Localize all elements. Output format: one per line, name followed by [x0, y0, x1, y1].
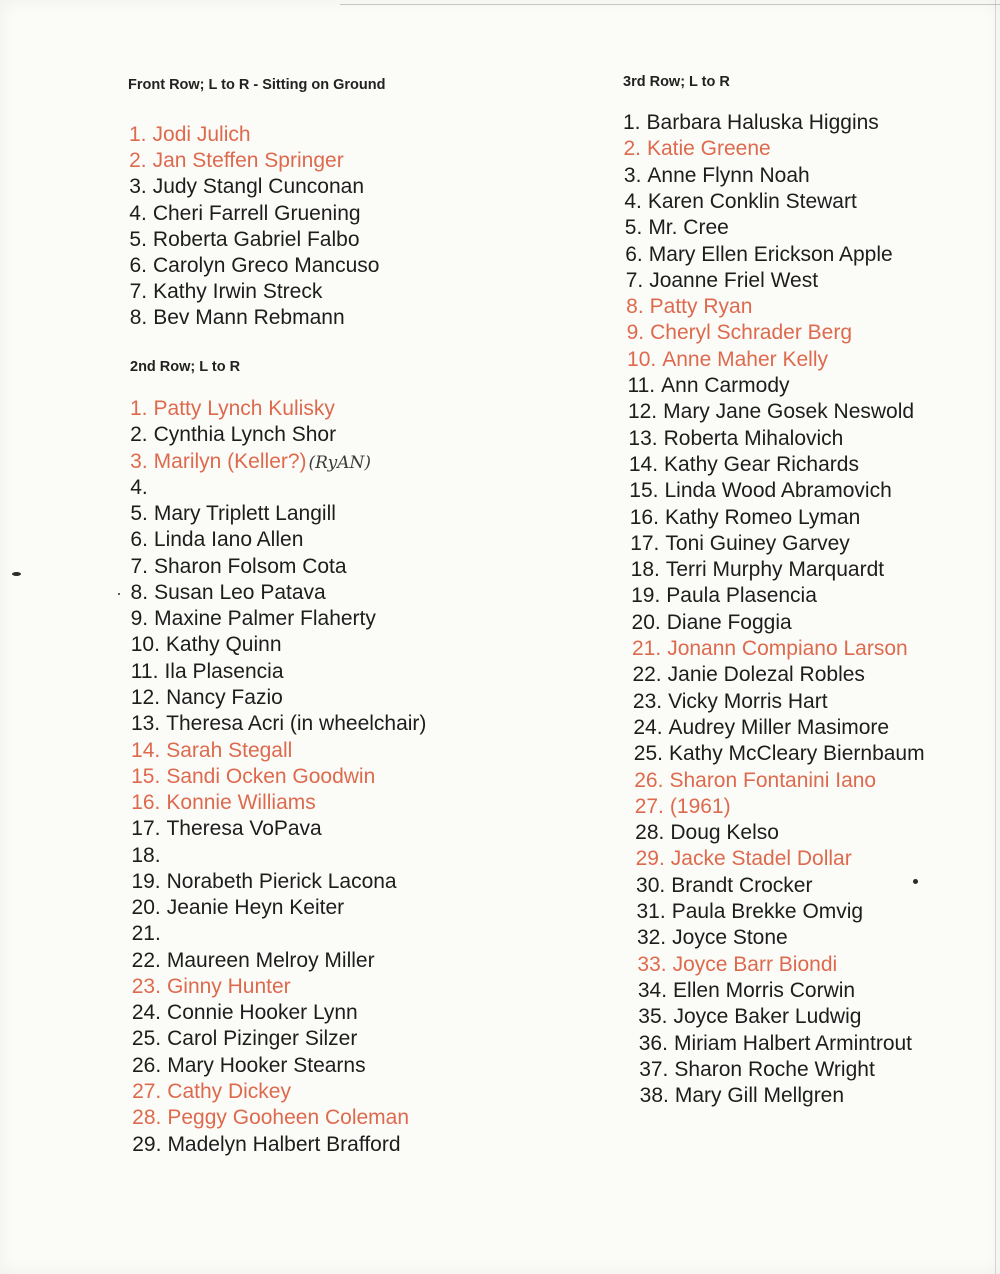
entry-number: 4. — [130, 475, 148, 499]
person-name: Carol Pizinger Silzer — [167, 1027, 358, 1051]
name-list-item — [625, 242, 892, 268]
name-list-item — [636, 846, 852, 872]
name-list-item — [626, 294, 752, 320]
entry-number: 27. — [132, 1080, 162, 1104]
person-name: Barbara Haluska Higgins — [646, 111, 879, 134]
person-name: Janie Dolezal Robles — [667, 663, 865, 687]
person-name: Connie Hooker Lynn — [167, 1001, 358, 1025]
name-list-item — [629, 478, 891, 504]
person-name: Sandi Ocken Goodwin — [166, 764, 376, 788]
person-name: Ila Plasencia — [164, 659, 284, 683]
name-list-item — [634, 741, 925, 767]
person-name: Sharon Folsom Cota — [153, 554, 347, 578]
person-name: Kathy Irwin Streck — [153, 280, 323, 304]
name-list-item — [639, 1057, 875, 1083]
entry-number: 8. — [129, 306, 148, 330]
person-name: Linda Iano Allen — [153, 528, 304, 552]
name-list-item — [633, 715, 889, 741]
person-name: Kathy Romeo Lyman — [664, 505, 861, 529]
person-name: Diane Foggia — [666, 610, 792, 634]
person-name: Roberta Mihalovich — [663, 426, 844, 450]
name-list-item — [628, 373, 790, 399]
person-name: Brandt Crocker — [671, 873, 813, 897]
person-name: Cheryl Schrader Berg — [650, 321, 853, 345]
name-list-item — [130, 449, 371, 476]
entry-number: 28. — [635, 821, 665, 845]
entry-number: 2. — [623, 137, 641, 161]
name-list-item — [626, 268, 818, 294]
person-name: Peggy Gooheen Coleman — [167, 1106, 410, 1130]
name-list-item — [640, 1083, 844, 1109]
entry-number: 29. — [635, 847, 665, 871]
entry-number: 13. — [130, 712, 161, 736]
name-list-item — [637, 925, 788, 951]
name-list-item — [634, 768, 876, 794]
name-list-item — [131, 632, 282, 658]
name-list-item — [623, 110, 879, 136]
entry-number: 9. — [626, 321, 645, 345]
name-list-item — [129, 227, 359, 253]
name-list-item — [624, 163, 810, 189]
person-name: Sharon Fontanini Iano — [669, 768, 877, 792]
entry-number: 23. — [632, 689, 663, 713]
name-list-item — [130, 253, 380, 279]
name-list-item — [132, 1132, 400, 1158]
entry-number: 11. — [627, 374, 656, 397]
name-list-item — [132, 1079, 291, 1105]
entry-number: 6. — [129, 254, 148, 277]
entry-number: 16. — [629, 505, 659, 529]
entry-number: 13. — [628, 426, 658, 450]
entry-number: 24. — [633, 715, 663, 739]
name-list-item — [628, 399, 914, 425]
name-list-item — [627, 320, 852, 346]
person-name: Ginny Hunter — [166, 974, 291, 998]
name-list-item — [129, 174, 364, 200]
name-list-item — [131, 764, 375, 790]
name-list-item — [629, 452, 859, 478]
entry-number: 1. — [130, 397, 148, 420]
entry-number: 1. — [129, 123, 147, 146]
name-list-item — [130, 501, 336, 527]
scan-edge-line — [340, 4, 1000, 5]
person-name: Carolyn Greco Mancuso — [153, 254, 380, 277]
entry-number: 34. — [637, 978, 668, 1002]
person-name: Patty Lynch Kulisky — [153, 397, 335, 420]
person-name: Jonann Compiano Larson — [667, 637, 908, 660]
entry-number: 28. — [132, 1106, 162, 1130]
name-list-item — [132, 895, 345, 921]
person-name: Madelyn Halbert Brafford — [167, 1132, 401, 1156]
entry-number: 5. — [624, 216, 643, 240]
entry-number: 33. — [637, 952, 667, 976]
person-name: Mr. Cree — [648, 216, 729, 240]
name-list-item — [635, 794, 731, 820]
person-name: Bev Mann Rebmann — [153, 306, 345, 330]
person-name: Jacke Stadel Dollar — [670, 847, 852, 871]
entry-number: 9. — [130, 607, 149, 631]
entry-number: 8. — [130, 580, 149, 604]
name-list-item — [131, 685, 283, 711]
person-name: Cathy Dickey — [167, 1080, 291, 1104]
name-list-item — [638, 978, 855, 1004]
name-list-item — [131, 580, 326, 606]
name-list-item — [130, 305, 345, 331]
person-name: Karen Conklin Stewart — [647, 189, 857, 213]
entry-number: 11. — [130, 659, 159, 683]
name-list-item — [131, 711, 426, 737]
entry-number: 2. — [130, 423, 148, 447]
name-list-item — [624, 189, 856, 215]
entry-number: 17. — [630, 531, 660, 555]
entry-number: 15. — [131, 764, 161, 788]
person-name: Kathy Gear Richards — [664, 452, 859, 476]
name-list-item — [132, 1105, 409, 1131]
entry-number: 14. — [628, 452, 659, 476]
name-list-item — [131, 738, 292, 764]
entry-number: 21. — [632, 637, 662, 660]
entry-number: 6. — [130, 528, 148, 552]
name-list-item — [132, 1000, 358, 1026]
person-name: Susan Leo Patava — [154, 580, 326, 604]
entry-number: 3. — [129, 175, 147, 199]
entry-number: 27. — [634, 794, 664, 818]
entry-number: 20. — [131, 896, 161, 920]
entry-number: 7. — [129, 280, 148, 304]
entry-number: 26. — [132, 1053, 162, 1077]
person-name: Cheri Farrell Gruening — [152, 201, 361, 225]
name-list-item — [130, 422, 336, 448]
entry-number: 16. — [131, 791, 161, 815]
name-list-item — [631, 583, 817, 609]
name-list-item — [130, 527, 303, 553]
name-list-item — [131, 816, 321, 842]
entry-number: 30. — [636, 873, 666, 897]
person-name: Joyce Stone — [672, 926, 788, 950]
person-name: Theresa Acri (in wheelchair) — [166, 712, 427, 736]
entry-number: 17. — [131, 817, 161, 841]
entry-number: 19. — [131, 869, 161, 893]
entry-number: 21. — [131, 922, 161, 946]
person-name: Katie Greene — [646, 137, 771, 161]
person-name: Mary Gill Mellgren — [674, 1084, 845, 1108]
handwritten-note: (RyAN) — [308, 452, 372, 473]
person-name: (1961) — [669, 794, 731, 818]
section-heading: 3rd Row; L to R — [623, 74, 730, 90]
entry-number: 2. — [129, 149, 147, 173]
entry-number: 4. — [129, 201, 147, 225]
name-list-item — [630, 531, 850, 557]
entry-number: 14. — [131, 738, 161, 762]
person-name: Patty Ryan — [649, 295, 753, 319]
person-name: Ann Carmody — [661, 374, 790, 397]
person-name: Ellen Morris Corwin — [673, 978, 856, 1002]
entry-number: 24. — [131, 1001, 162, 1025]
entry-number: 25. — [131, 1027, 162, 1051]
person-name: Jodi Julich — [152, 123, 251, 146]
entry-number: 22. — [632, 663, 662, 687]
name-list-item — [129, 122, 251, 148]
section-heading: 2nd Row; L to R — [130, 359, 241, 375]
person-name: Cynthia Lynch Shor — [153, 423, 337, 447]
name-list-item — [630, 505, 861, 531]
entry-number: 38. — [639, 1084, 669, 1108]
entry-number: 22. — [131, 948, 161, 972]
name-list-item — [638, 1004, 861, 1030]
name-list-item — [132, 948, 375, 974]
name-list-item — [625, 215, 729, 241]
entry-number: 20. — [631, 610, 661, 634]
name-list-item — [130, 475, 154, 501]
person-name: Doug Kelso — [670, 821, 779, 845]
person-name: Maureen Melroy Miller — [166, 948, 375, 972]
name-list-item — [637, 899, 864, 925]
entry-number: 5. — [129, 227, 147, 251]
person-name: Jeanie Heyn Keiter — [166, 896, 345, 920]
person-name: Mary Jane Gosek Neswold — [663, 400, 915, 424]
entry-number: 7. — [625, 268, 644, 292]
name-list-item — [633, 689, 828, 715]
ink-speck — [12, 572, 21, 576]
name-list-item — [632, 636, 908, 662]
entry-number: 12. — [130, 685, 161, 709]
name-list-item — [132, 974, 291, 1000]
person-name: Sharon Roche Wright — [674, 1057, 875, 1081]
entry-number: 10. — [627, 347, 657, 371]
name-list-item — [131, 606, 376, 632]
entry-number: 18. — [630, 558, 660, 582]
entry-number: 6. — [625, 242, 643, 266]
name-list-item — [639, 1031, 912, 1057]
entry-number: 19. — [631, 584, 661, 608]
name-list-item — [636, 873, 812, 899]
person-name: Audrey Miller Masimore — [668, 715, 890, 739]
name-list-item — [635, 820, 779, 846]
person-name: Joyce Barr Biondi — [672, 952, 838, 976]
person-name: Anne Maher Kelly — [662, 347, 829, 371]
entry-number: 5. — [130, 502, 148, 526]
ink-speck — [913, 879, 918, 884]
person-name: Norabeth Pierick Lacona — [166, 869, 397, 893]
person-name: Kathy Quinn — [165, 633, 282, 657]
name-list-item — [131, 869, 396, 895]
name-list-item — [632, 662, 864, 688]
entry-number: 4. — [624, 189, 642, 213]
name-list-item — [131, 659, 284, 685]
entry-number: 29. — [132, 1132, 162, 1156]
entry-number: 12. — [627, 400, 658, 424]
person-name: Linda Wood Abramovich — [664, 479, 892, 503]
name-list-item — [637, 952, 837, 978]
entry-number: 3. — [623, 163, 642, 187]
entry-number: 31. — [636, 900, 666, 923]
person-name: Judy Stangl Cunconan — [152, 175, 365, 199]
person-name: Terri Murphy Marquardt — [665, 558, 885, 582]
person-name: Konnie Williams — [166, 791, 316, 815]
name-list-item — [623, 136, 770, 162]
person-name: Roberta Gabriel Falbo — [152, 227, 360, 251]
name-list-item — [632, 610, 792, 636]
entry-number: 35. — [638, 1005, 668, 1029]
entry-number: 23. — [131, 974, 161, 998]
entry-number: 18. — [131, 843, 161, 867]
entry-number: 15. — [629, 479, 659, 503]
person-name: Toni Guiney Garvey — [665, 531, 850, 555]
scan-edge-line — [995, 0, 996, 1274]
name-list-item — [130, 396, 335, 422]
person-name: Marilyn (Keller?) — [153, 449, 307, 473]
person-name: Mary Triplett Langill — [153, 502, 336, 526]
person-name: Maxine Palmer Flaherty — [154, 607, 376, 631]
entry-number: 32. — [636, 926, 667, 950]
entry-number: 25. — [633, 742, 663, 766]
person-name: Vicky Morris Hart — [668, 689, 828, 713]
entry-number: 3. — [130, 449, 148, 473]
person-name: Miriam Halbert Armintrout — [673, 1031, 913, 1055]
entry-number: 10. — [130, 633, 160, 657]
name-list-item — [129, 148, 344, 174]
entry-number: 1. — [623, 111, 641, 134]
name-list-item — [132, 1053, 366, 1079]
name-list-item — [131, 843, 166, 869]
entry-number: 37. — [639, 1057, 669, 1081]
section-heading: Front Row; L to R - Sitting on Ground — [128, 77, 386, 93]
person-name: Kathy McCleary Biernbaum — [669, 742, 925, 766]
name-list-item — [627, 347, 828, 373]
person-name: Jan Steffen Springer — [152, 149, 344, 173]
person-name: Anne Flynn Noah — [647, 163, 810, 187]
person-name: Joanne Friel West — [649, 268, 819, 292]
person-name: Mary Ellen Erickson Apple — [648, 242, 893, 266]
name-list-item — [130, 554, 346, 580]
person-name: Sarah Stegall — [166, 738, 293, 762]
entry-number: 36. — [638, 1031, 668, 1055]
person-name: Paula Plasencia — [666, 584, 817, 608]
ink-speck — [118, 593, 120, 595]
name-list-item — [628, 426, 843, 452]
person-name: Joyce Baker Ludwig — [673, 1005, 862, 1029]
name-list-item — [631, 557, 884, 583]
entry-number: 26. — [634, 768, 664, 792]
person-name: Theresa VoPava — [166, 817, 322, 841]
entry-number: 8. — [626, 295, 644, 319]
entry-number: 7. — [130, 554, 148, 578]
person-name: Paula Brekke Omvig — [671, 900, 864, 923]
name-list-item — [130, 279, 323, 305]
name-list-item — [129, 201, 360, 227]
person-name: Nancy Fazio — [166, 685, 283, 709]
name-list-item — [131, 790, 316, 816]
name-list-item — [132, 921, 167, 947]
person-name: Mary Hooker Stearns — [167, 1053, 366, 1077]
name-list-item — [132, 1026, 357, 1052]
